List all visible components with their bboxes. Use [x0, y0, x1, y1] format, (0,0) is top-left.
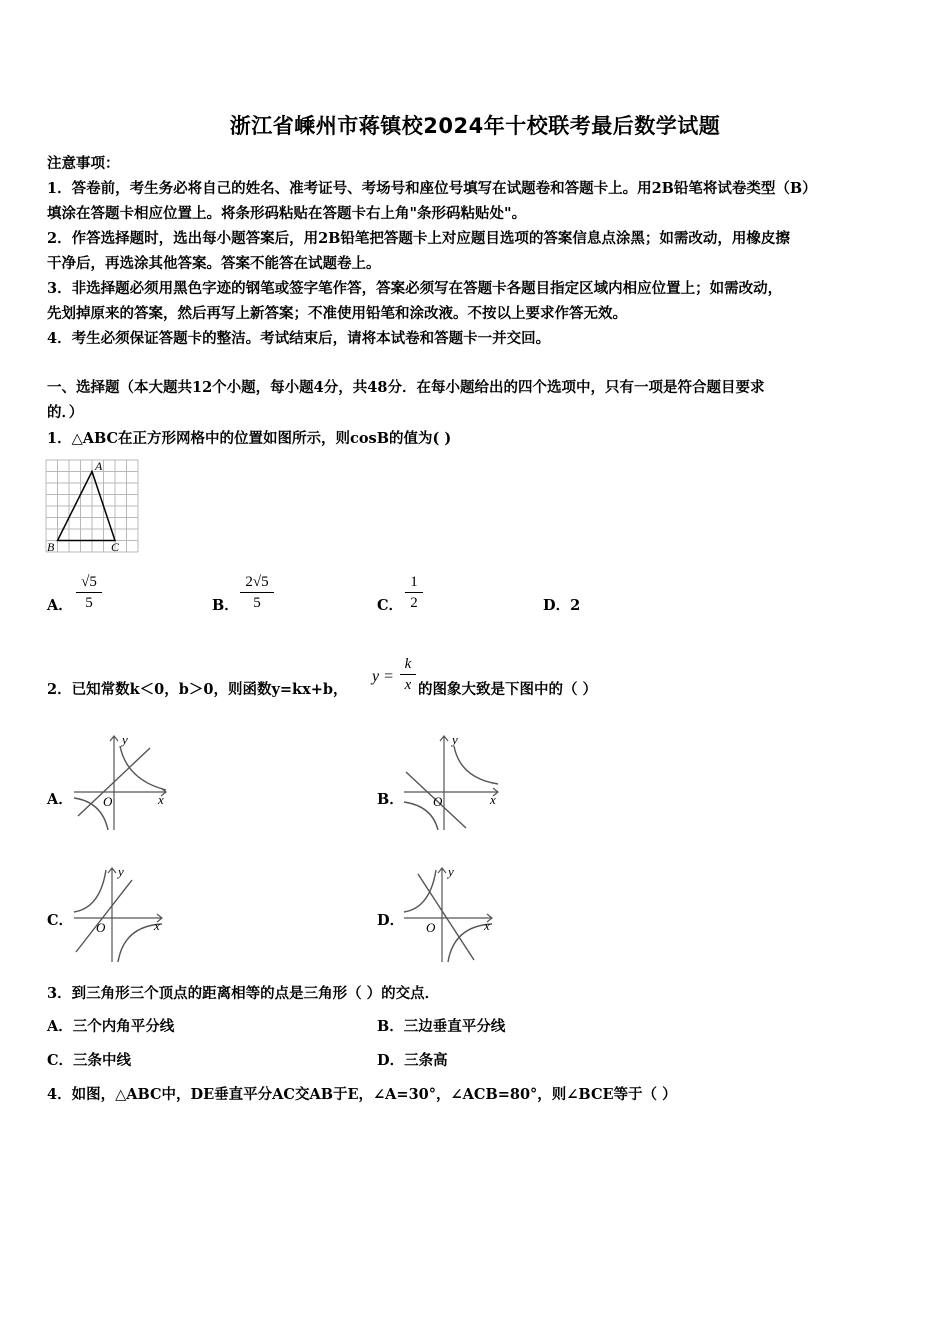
- q3-option-d: D．三条高: [377, 1052, 448, 1069]
- notice-line-2: 填涂在答题卡相应位置上。将条形码粘贴在答题卡右上角"条形码粘贴处"。: [47, 205, 527, 222]
- q1-option-b-num: 2√5: [240, 572, 274, 593]
- q1-option-b-label: B．: [212, 597, 239, 614]
- notice-line-5: 3．非选择题必须用黑色字迹的钢笔或签字笔作答，答案必须写在答题卡各题目指定区域内相应位置上；如需改动，: [47, 280, 783, 297]
- q2-option-a-label: A．: [47, 791, 73, 808]
- q1-option-a-num: √5: [76, 572, 102, 593]
- q2-formula-lhs: y =: [372, 668, 394, 685]
- q1-option-b-fraction: [240, 572, 274, 613]
- axis-y-label: y: [122, 732, 128, 747]
- q2-formula-num: k: [400, 654, 416, 675]
- axis-y-label: y: [118, 864, 124, 879]
- notice-heading: 注意事项：: [47, 155, 120, 172]
- axis-x-label: x: [154, 918, 160, 933]
- q1-stem: 1．△ABC在正方形网格中的位置如图所示，则cosB的值为( ): [47, 430, 452, 447]
- q3-option-b: B．三边垂直平分线: [377, 1018, 506, 1035]
- q2-graph-a: [72, 732, 170, 832]
- origin-label: O: [426, 920, 436, 935]
- q1-option-c-label: C．: [377, 597, 404, 614]
- notice-line-3: 2．作答选择题时，选出每小题答案后，用2B铅笔把答题卡上对应题目选项的答案信息点涂黑；如需改动，用橡皮擦: [47, 230, 790, 247]
- axis-y-label: y: [448, 864, 454, 879]
- origin-label: O: [103, 794, 113, 809]
- q1-option-a-label: A．: [47, 597, 73, 614]
- q2-formula-fraction: [400, 654, 416, 695]
- q2-stem-before: 2．已知常数k＜0，b＞0，则函数y=kx+b，: [47, 681, 348, 698]
- q3-stem: 3．到三角形三个顶点的距离相等的点是三角形（ ）的交点．: [47, 985, 440, 1002]
- q1-option-c-fraction: [405, 572, 423, 613]
- q2-formula-den: x: [404, 677, 412, 693]
- axis-x-label: x: [490, 792, 496, 807]
- q2-option-c-label: C．: [47, 912, 74, 929]
- notice-line-6: 先划掉原来的答案，然后再写上新答案；不准使用铅笔和涂改液。不按以上要求作答无效。: [47, 305, 627, 322]
- q2-option-d-label: D．: [377, 912, 405, 929]
- axis-x-label: x: [158, 792, 164, 807]
- q2-graph-b: [402, 732, 502, 832]
- axis-x-label: x: [484, 918, 490, 933]
- q2-option-b-label: B．: [377, 791, 404, 808]
- section-heading-cont: 的．）: [47, 404, 84, 421]
- q2-graph-c: [72, 864, 166, 964]
- notice-line-7: 4．考生必须保证答题卡的整洁。考试结束后，请将本试卷和答题卡一并交回。: [47, 330, 551, 347]
- q1-option-c-num: 1: [405, 572, 423, 593]
- notice-line-4: 干净后，再选涂其他答案。答案不能答在试题卷上。: [47, 255, 381, 272]
- q1-grid-figure: [44, 458, 142, 556]
- origin-label: O: [433, 794, 443, 809]
- section-heading: 一、选择题（本大题共12个小题，每小题4分，共48分．在每小题给出的四个选项中，只有一项是符合题目要求: [47, 379, 765, 396]
- vertex-a-label: A: [95, 459, 103, 473]
- q3-option-c: C．三条中线: [47, 1052, 132, 1069]
- page-title: 浙江省嵊州市蒋镇校2024年十校联考最后数学试题: [229, 114, 721, 138]
- axis-y-label: y: [452, 732, 458, 747]
- q1-option-a-fraction: [76, 572, 102, 613]
- q1-option-d: D．2: [543, 597, 581, 614]
- q3-option-a: A．三个内角平分线: [47, 1018, 175, 1035]
- q1-option-c-den: 2: [410, 595, 418, 611]
- vertex-b-label: B: [47, 540, 55, 554]
- notice-line-1: 1．答卷前，考生务必将自己的姓名、准考证号、考场号和座位号填写在试题卷和答题卡上。用2B铅笔将试卷类型（B）: [47, 180, 817, 197]
- q4-stem: 4．如图，△ABC中，DE垂直平分AC交AB于E，∠A=30°，∠ACB=80°，则∠BCE等于（ ）: [47, 1086, 677, 1103]
- q2-graph-d: [402, 864, 496, 964]
- q2-stem-after: 的图象大致是下图中的（ ）: [418, 681, 598, 698]
- origin-label: O: [96, 920, 106, 935]
- q1-option-b-den: 5: [253, 595, 261, 611]
- vertex-c-label: C: [111, 540, 120, 554]
- q1-option-a-den: 5: [85, 595, 93, 611]
